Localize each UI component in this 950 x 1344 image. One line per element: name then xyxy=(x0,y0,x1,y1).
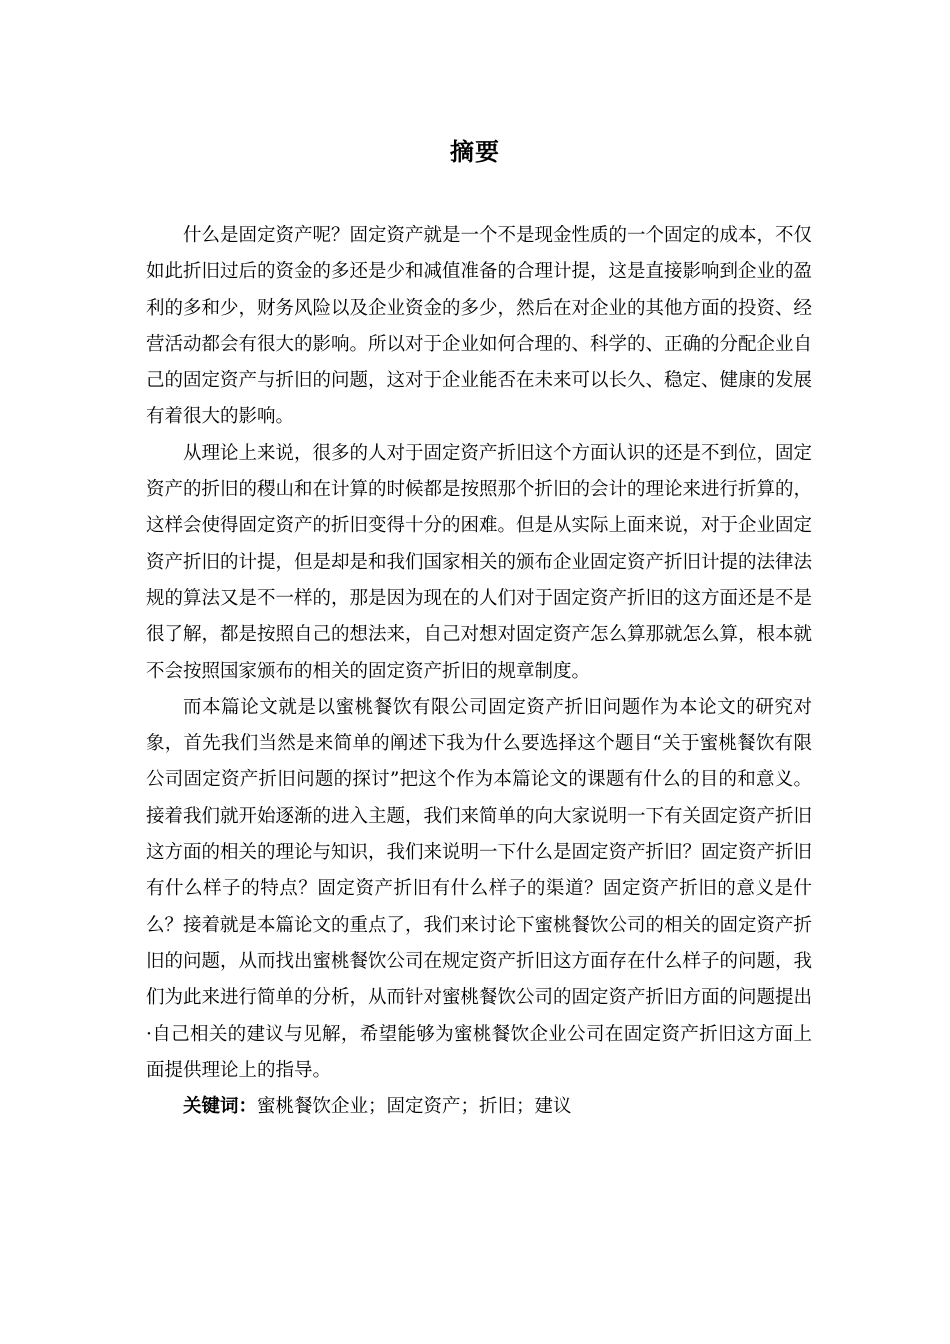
abstract-body xyxy=(146,218,812,1125)
keywords-label: 关键词： xyxy=(183,1096,258,1118)
page-title: 摘要 xyxy=(450,138,500,166)
abstract-paragraph-2: 从理论上来说，很多的人对于固定资产折旧这个方面认识的还是不到位，固定资产的折旧的稷山和在计算的时候都是按照那个折旧的会计的理论来进行折算的，这样会使得固定资产的折旧变得十分的困难。但是从实际上面来说，对于企业固定资产折旧的计提，但是却是和我们国家相关的颁布企业固定资产折旧计提的法律法规的算法又是不一样的，那是因为现在的人们对于固定资产折旧的这方面还是不是很了解，都是按照自己的想法来，自己对想对固定资产怎么算那就怎么算，根本就不会按照国家颁布的相关的固定资产折旧的规章制度。 xyxy=(146,442,813,682)
abstract-paragraph-1: 什么是固定资产呢？固定资产就是一个不是现金性质的一个固定的成本，不仅如此折旧过后的资金的多还是少和减值准备的合理计提，这是直接影响到企业的盈利的多和少，财务风险以及企业资金的多少，然后在对企业的其他方面的投资、经营活动都会有很大的影响。所以对于企业如何合理的、科学的、正确的分配企业自己的固定资产与折旧的问题，这对于企业能否在未来可以长久、稳定、健康的发展有着很大的影响。 xyxy=(146,225,813,428)
keywords-line xyxy=(146,1089,812,1125)
abstract-paragraph-3: 而本篇论文就是以蜜桃餐饮有限公司固定资产折旧问题作为本论文的研究对象，首先我们当然是来简单的阐述下我为什么要选择这个题目“关于蜜桃餐饮有限公司固定资产折旧问题的探讨”把这个作为本篇论文的课题有什么的目的和意义。接着我们就开始逐渐的进入主题，我们来简单的向大家说明一下有关固定资产折旧这方面的相关的理论与知识，我们来说明一下什么是固定资产折旧？固定资产折旧有什么样子的特点？固定资产折旧有什么样子的渠道？固定资产折旧的意义是什么？接着就是本篇论文的重点了，我们来讨论下蜜桃餐饮公司的相关的固定资产折旧的问题，从而找出蜜桃餐饮公司在规定资产折旧这方面存在什么样子的问题，我们为此来进行简单的分析，从而针对蜜桃餐饮公司的固定资产折旧方面的问题提出·自己相关的建议与见解，希望能够为蜜桃餐饮企业公司在固定资产折旧这方面上面提供理论上的指导。 xyxy=(146,696,813,1081)
keywords-text: 蜜桃餐饮企业；固定资产；折旧；建议 xyxy=(257,1096,572,1118)
